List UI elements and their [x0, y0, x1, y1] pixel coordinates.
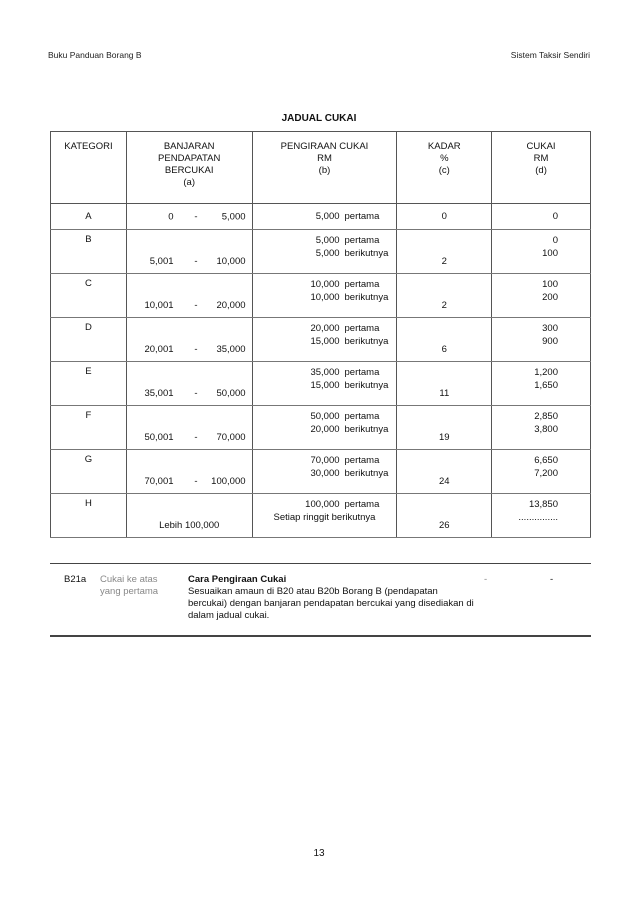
- banjaran-low: 20,001: [144, 344, 174, 355]
- column-header-line: (a): [183, 177, 195, 188]
- table-row: [51, 318, 591, 362]
- pengiraan-amount: 70,000: [310, 455, 340, 466]
- kadar-value: 26: [439, 520, 450, 531]
- cukai-value: 300: [542, 323, 558, 334]
- b21a-dash-2: -: [550, 574, 554, 585]
- pengiraan-label: pertama: [344, 279, 380, 290]
- pengiraan-amount: 10,000: [310, 292, 340, 303]
- pengiraan-amount: 100,000: [305, 499, 340, 510]
- pengiraan-cell: [252, 450, 397, 494]
- banjaran-cell: [126, 450, 252, 494]
- cukai-value: 100: [542, 248, 558, 259]
- pengiraan-label: berikutnya: [344, 424, 389, 435]
- pengiraan-line: [254, 467, 396, 480]
- pengiraan-label: pertama: [344, 210, 380, 222]
- pengiraan-line: [254, 366, 396, 379]
- divider-top: [50, 563, 591, 564]
- pengiraan-line: [254, 247, 396, 260]
- pengiraan-label: berikutnya: [344, 468, 389, 479]
- pengiraan-label: pertama: [344, 455, 380, 466]
- banjaran-high: 10,000: [216, 256, 246, 267]
- kategori-cell: E: [51, 362, 127, 406]
- banjaran-dash: -: [194, 256, 198, 267]
- kadar-value: 11: [439, 388, 450, 399]
- banjaran-cell: [126, 406, 252, 450]
- pengiraan-line: [254, 379, 396, 392]
- column-header-line: PENDAPATAN: [158, 153, 221, 164]
- page-number: 13: [313, 848, 325, 859]
- kadar-value: 2: [441, 256, 447, 267]
- cukai-value: 7,200: [534, 468, 558, 479]
- column-header-line: RM: [533, 153, 549, 164]
- cukai-value: 1,200: [534, 367, 558, 378]
- column-header-line: CUKAI: [526, 141, 556, 152]
- kategori-cell: G: [51, 450, 127, 494]
- cukai-value: 0: [552, 210, 558, 222]
- cukai-value: 0: [552, 235, 558, 246]
- banjaran-high: 100,000: [211, 476, 246, 487]
- pengiraan-label: berikutnya: [344, 292, 389, 303]
- pengiraan-line: [254, 291, 396, 304]
- banjaran-high: 20,000: [216, 300, 246, 311]
- cukai-cell: [492, 318, 591, 362]
- banjaran-dash: -: [194, 476, 198, 487]
- column-header: [397, 132, 492, 204]
- kategori-cell: A: [51, 204, 127, 230]
- pengiraan-cell: [252, 204, 397, 230]
- pengiraan-amount: 5,000: [315, 210, 340, 222]
- column-header-line: KATEGORI: [64, 141, 113, 152]
- pengiraan-line: [254, 278, 396, 291]
- kadar-cell: [397, 318, 492, 362]
- pengiraan-cell: [252, 406, 397, 450]
- table-title: JADUAL CUKAI: [281, 113, 357, 124]
- cukai-cell: [492, 204, 591, 230]
- kategori-cell: H: [51, 494, 127, 538]
- banjaran-dash: -: [194, 432, 198, 443]
- banjaran-dash: -: [194, 344, 198, 355]
- pengiraan-line: [254, 423, 396, 436]
- column-header-line: (c): [438, 165, 450, 176]
- pengiraan-label: pertama: [344, 367, 380, 378]
- pengiraan-amount: 30,000: [310, 468, 340, 479]
- pengiraan-amount: 50,000: [310, 411, 340, 422]
- column-header-line: RM: [317, 153, 332, 164]
- column-header: [252, 132, 397, 204]
- table-row: [51, 494, 591, 538]
- kadar-cell: [397, 274, 492, 318]
- cukai-value: 3,800: [534, 424, 558, 435]
- pengiraan-label: pertama: [344, 235, 380, 246]
- pengiraan-cell: [252, 318, 397, 362]
- column-header-line: (d): [535, 165, 547, 176]
- pengiraan-amount: 35,000: [310, 367, 340, 378]
- table-header-row: [51, 132, 591, 204]
- pengiraan-line: [254, 335, 396, 348]
- cukai-cell: [492, 406, 591, 450]
- pengiraan-cell: [252, 274, 397, 318]
- kadar-cell: [397, 362, 492, 406]
- pengiraan-cell: [252, 230, 397, 274]
- kadar-value: 24: [439, 476, 450, 487]
- kadar-value: 6: [441, 344, 447, 355]
- table-row: [51, 406, 591, 450]
- pengiraan-text: Setiap ringgit berikutnya: [273, 512, 376, 523]
- pengiraan-line: [254, 511, 396, 524]
- pengiraan-line: [254, 410, 396, 423]
- pengiraan-line: [254, 234, 396, 247]
- cukai-value: 13,850: [528, 499, 558, 510]
- banjaran-low: 35,001: [144, 388, 174, 399]
- pengiraan-label: berikutnya: [344, 380, 389, 391]
- banjaran-cell: [126, 362, 252, 406]
- kategori-cell: C: [51, 274, 127, 318]
- tax-table: [50, 131, 591, 538]
- column-header-line: %: [440, 153, 449, 164]
- column-header-line: BERCUKAI: [164, 165, 214, 176]
- cukai-value: 2,850: [534, 411, 558, 422]
- kategori-cell: F: [51, 406, 127, 450]
- pengiraan-amount: 20,000: [310, 323, 340, 334]
- header-left: Buku Panduan Borang B: [48, 50, 142, 60]
- cukai-value: 900: [542, 336, 558, 347]
- cukai-cell: [492, 274, 591, 318]
- cukai-cell: [492, 494, 591, 538]
- pengiraan-amount: 15,000: [310, 380, 340, 391]
- cukai-value: 1,650: [534, 380, 558, 391]
- pengiraan-label: pertama: [344, 411, 380, 422]
- divider-bottom: [50, 635, 591, 637]
- banjaran-high: 35,000: [216, 344, 246, 355]
- cukai-value: ...............: [518, 512, 558, 523]
- banjaran-text: Lebih 100,000: [159, 520, 220, 531]
- header-right: Sistem Taksir Sendiri: [510, 50, 590, 60]
- pengiraan-label: berikutnya: [344, 248, 389, 259]
- column-header-line: PENGIRAAN CUKAI: [280, 141, 369, 152]
- banjaran-low: 0: [168, 211, 174, 222]
- pengiraan-cell: [252, 362, 397, 406]
- column-header-line: KADAR: [427, 141, 461, 152]
- pengiraan-line: [254, 498, 396, 511]
- banjaran-low: 70,001: [144, 476, 174, 487]
- banjaran-high: 70,000: [216, 432, 246, 443]
- cukai-value: 100: [542, 279, 558, 290]
- pengiraan-line: [254, 322, 396, 335]
- column-header: [51, 132, 127, 204]
- banjaran-cell: [126, 230, 252, 274]
- pengiraan-amount: 20,000: [310, 424, 340, 435]
- kadar-value: 19: [439, 432, 450, 443]
- kategori-cell: B: [51, 230, 127, 274]
- banjaran-low: 50,001: [144, 432, 174, 443]
- pengiraan-label: pertama: [344, 499, 380, 510]
- banjaran-cell: [126, 318, 252, 362]
- banjaran-low: 10,001: [144, 300, 174, 311]
- banjaran-dash: -: [194, 300, 198, 311]
- banjaran-cell: [126, 274, 252, 318]
- pengiraan-amount: 5,000: [315, 248, 340, 259]
- kadar-cell: 0: [397, 204, 492, 230]
- pengiraan-amount: 5,000: [315, 235, 340, 246]
- kadar-cell: [397, 494, 492, 538]
- cukai-cell: [492, 362, 591, 406]
- cukai-value: 200: [542, 292, 558, 303]
- b21a-code: B21a: [64, 574, 87, 585]
- b21a-description-block: [188, 574, 478, 622]
- pengiraan-amount: 15,000: [310, 336, 340, 347]
- column-header: [126, 132, 252, 204]
- kadar-cell: [397, 230, 492, 274]
- column-header-line: BANJARAN: [163, 141, 215, 152]
- cukai-value: 6,650: [534, 455, 558, 466]
- banjaran-high: 50,000: [216, 388, 246, 399]
- table-row: [51, 450, 591, 494]
- b21a-label: Cukai ke atas yang pertama: [100, 574, 159, 597]
- pengiraan-amount: 10,000: [310, 279, 340, 290]
- pengiraan-cell: [252, 494, 397, 538]
- b21a-description: Sesuaikan amaun di B20 atau B20b Borang B (pendapatan bercukai) dengan banjaran pendapatan bercukai yang disediakan di dalam jadual cukai.: [188, 586, 474, 621]
- column-header-line: (b): [318, 165, 331, 176]
- kadar-value: 2: [441, 300, 447, 311]
- column-header: [492, 132, 591, 204]
- kategori-cell: D: [51, 318, 127, 362]
- kadar-cell: [397, 406, 492, 450]
- table-row: [51, 362, 591, 406]
- pengiraan-label: berikutnya: [344, 336, 389, 347]
- banjaran-high: 5,000: [221, 211, 246, 222]
- pengiraan-line: [254, 454, 396, 467]
- cukai-cell: [492, 450, 591, 494]
- b21a-dash-1: -: [484, 574, 488, 585]
- b21a-title: Cara Pengiraan Cukai: [188, 574, 287, 585]
- banjaran-cell: [126, 204, 252, 230]
- table-row: [51, 204, 591, 230]
- pengiraan-label: pertama: [344, 323, 380, 334]
- kadar-cell: [397, 450, 492, 494]
- table-body: [51, 204, 591, 538]
- pengiraan-line: [254, 210, 396, 223]
- banjaran-cell: [126, 494, 252, 538]
- table-row: [51, 274, 591, 318]
- banjaran-dash: -: [194, 388, 198, 399]
- banjaran-low: 5,001: [149, 256, 174, 267]
- banjaran-dash: -: [194, 211, 198, 222]
- table-row: [51, 230, 591, 274]
- cukai-cell: [492, 230, 591, 274]
